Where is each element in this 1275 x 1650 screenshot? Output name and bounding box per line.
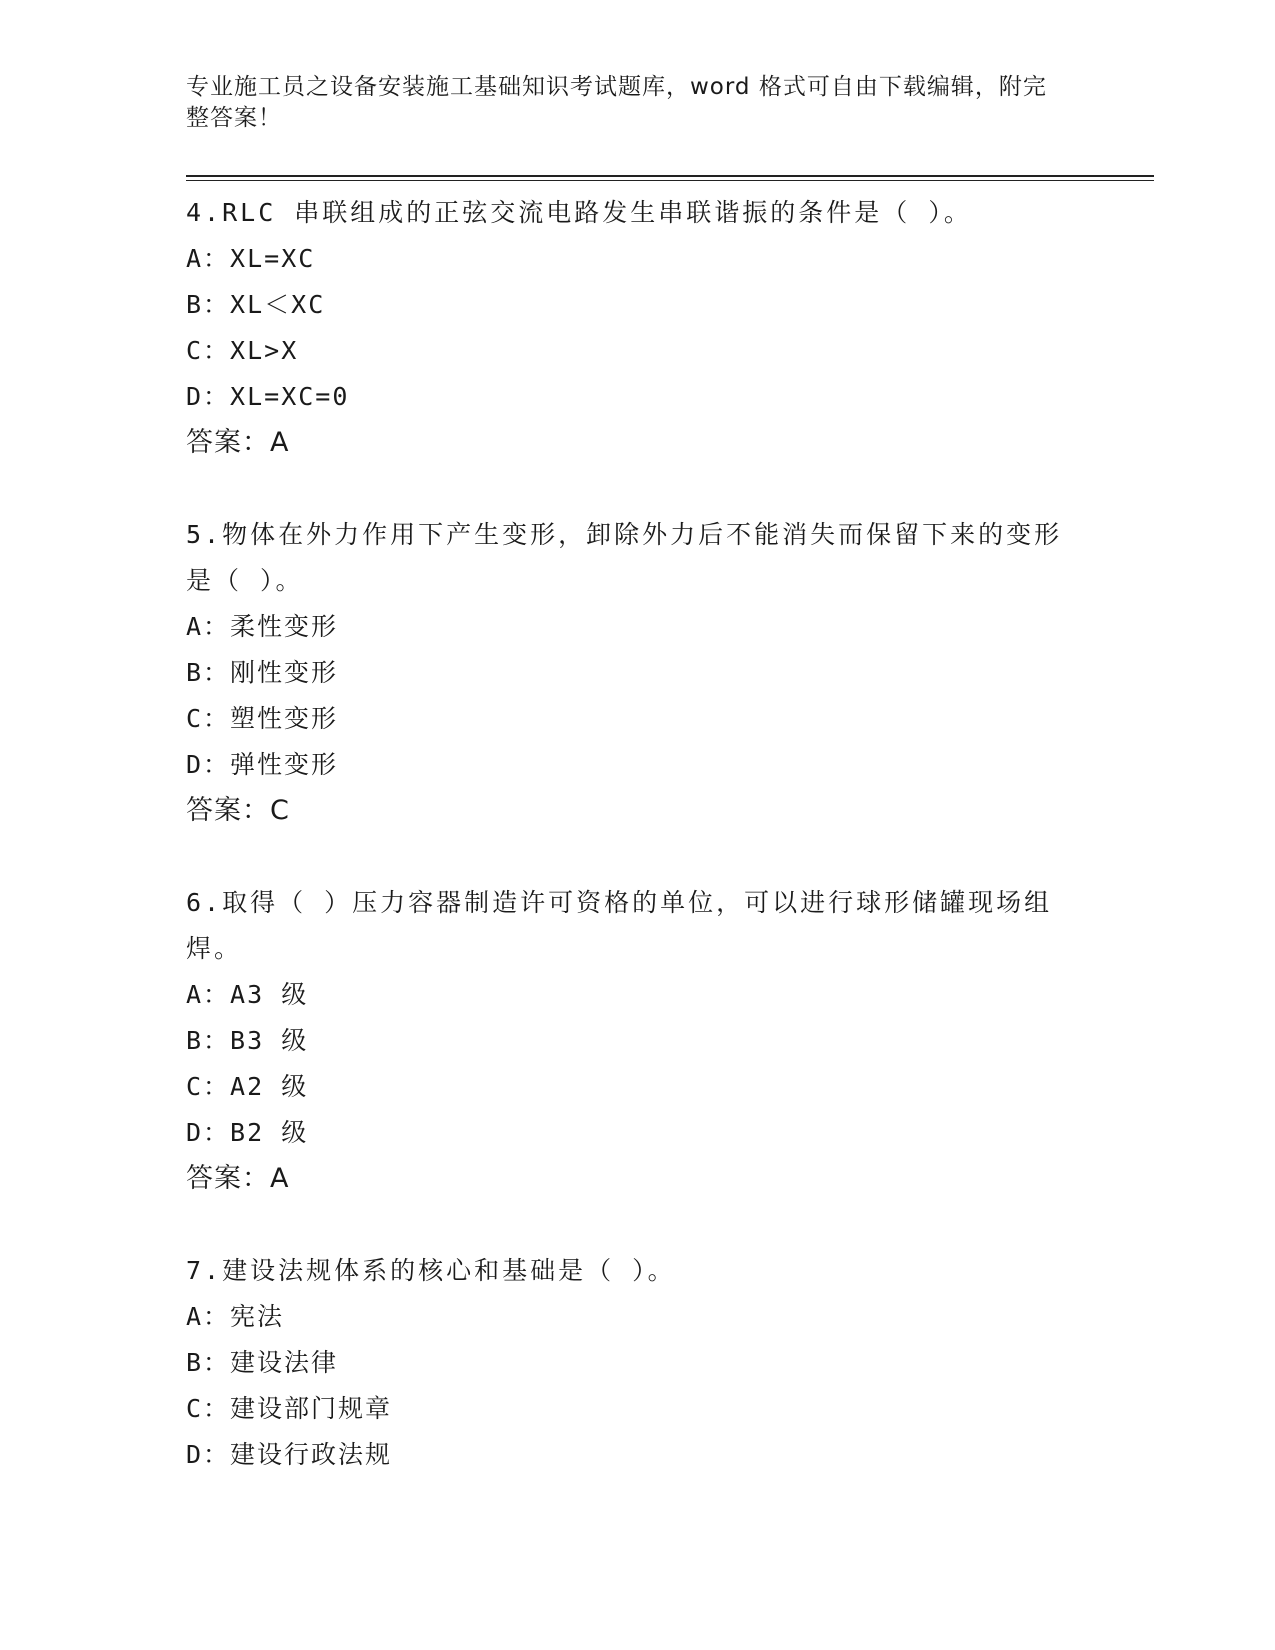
- question-6: [186, 880, 1086, 1202]
- document-header: [186, 72, 1066, 134]
- option-d: D：建设行政法规: [186, 1440, 393, 1469]
- question-spacer: [186, 1202, 1086, 1248]
- option-c: C：建设部门规章: [186, 1394, 393, 1423]
- header-rule-thick: [186, 175, 1154, 177]
- option-a: A：XL=XC: [186, 244, 316, 273]
- question-stem: 7.建设法规体系的核心和基础是（ ）。: [186, 1256, 676, 1285]
- question-4: [186, 190, 1086, 466]
- option-c: C：A2 级: [186, 1072, 309, 1101]
- option-a: A：柔性变形: [186, 612, 339, 641]
- option-a: A：宪法: [186, 1302, 285, 1331]
- question-7: [186, 1248, 1086, 1478]
- question-5: [186, 512, 1086, 834]
- question-spacer: [186, 834, 1086, 880]
- option-a: A：A3 级: [186, 980, 309, 1009]
- option-b: B：刚性变形: [186, 658, 339, 687]
- option-d: D：弹性变形: [186, 750, 339, 779]
- question-spacer: [186, 466, 1086, 512]
- header-line-2: 整答案！: [186, 105, 282, 131]
- answer-label: 答案：A: [186, 427, 290, 458]
- question-stem: 4.RLC 串联组成的正弦交流电路发生串联谐振的条件是（ ）。: [186, 198, 972, 227]
- option-c: C：XL>X: [186, 336, 299, 365]
- option-b: B：XL＜XC: [186, 290, 326, 319]
- answer-label: 答案：A: [186, 1163, 290, 1194]
- header-rule-thin: [186, 180, 1154, 181]
- option-d: D：B2 级: [186, 1118, 309, 1147]
- question-stem: 5.物体在外力作用下产生变形，卸除外力后不能消失而保留下来的变形是（ ）。: [186, 520, 1063, 595]
- header-line-1: 专业施工员之设备安装施工基础知识考试题库，word 格式可自由下载编辑，附完: [186, 74, 1047, 100]
- answer-label: 答案：C: [186, 795, 290, 826]
- question-list: [186, 190, 1086, 1478]
- option-d: D：XL=XC=0: [186, 382, 350, 411]
- question-stem: 6.取得（ ）压力容器制造许可资格的单位，可以进行球形储罐现场组焊。: [186, 888, 1053, 963]
- option-b: B：B3 级: [186, 1026, 309, 1055]
- option-c: C：塑性变形: [186, 704, 339, 733]
- option-b: B：建设法律: [186, 1348, 339, 1377]
